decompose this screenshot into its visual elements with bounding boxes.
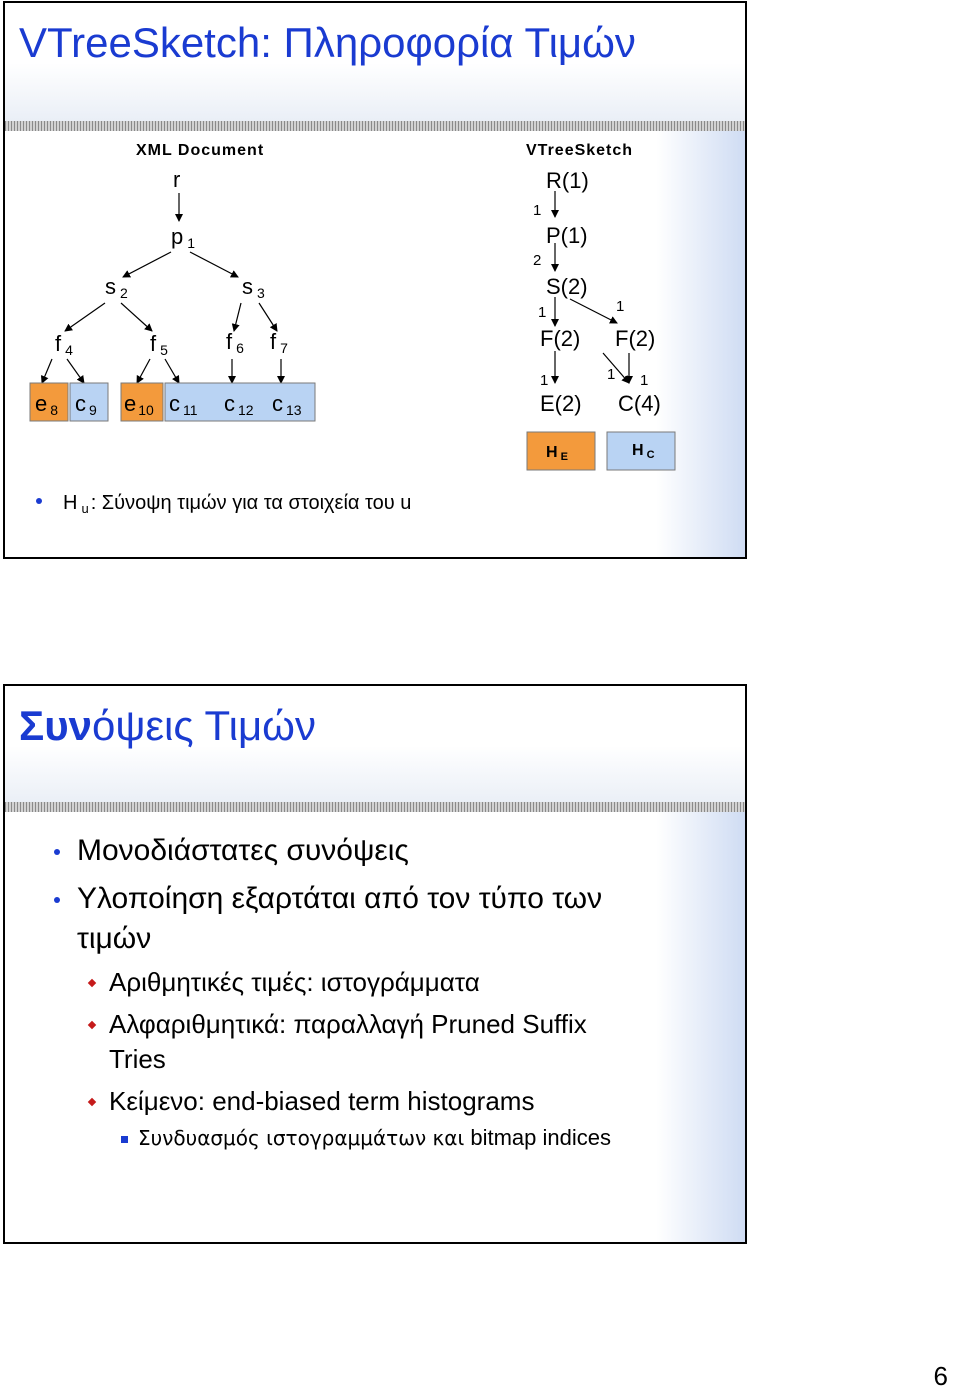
slide-2-title-area bbox=[5, 686, 745, 806]
bullet-1: Μονοδιάστατες συνόψεις bbox=[77, 834, 409, 867]
xml-node-f7: f 7 bbox=[270, 329, 288, 356]
slide-2 bbox=[3, 684, 747, 1244]
slide-2-title-rest: όψεις Τιμών bbox=[92, 702, 316, 749]
diamond-bullet bbox=[88, 979, 96, 987]
sketch-node-s: S(2) bbox=[546, 274, 588, 299]
histogram-hc: H C bbox=[632, 442, 655, 461]
sketch-node-f-right: F(2) bbox=[615, 326, 656, 351]
xml-node-r: r bbox=[173, 167, 181, 192]
sub-bullet-3: Κείμενο: end-biased term histograms bbox=[109, 1086, 535, 1116]
diamond-bullet bbox=[88, 1021, 96, 1029]
xml-document-label: XML Document bbox=[136, 142, 265, 159]
title-divider bbox=[5, 802, 745, 812]
edge-count-s-f-left: 1 bbox=[538, 304, 547, 321]
square-bullet bbox=[121, 1136, 128, 1143]
xml-node-f6: f 6 bbox=[226, 329, 244, 356]
leaf-c11: c 11 bbox=[169, 391, 198, 418]
sketch-node-f-left: F(2) bbox=[540, 326, 581, 351]
leaf-c13: c 13 bbox=[272, 391, 302, 418]
sub-bullet-2: Αλφαριθμητικά: παραλλαγή Pruned Suffix bbox=[109, 1009, 587, 1039]
slide-1 bbox=[3, 1, 747, 559]
edge-count-p-s: 2 bbox=[533, 252, 542, 269]
xml-node-s2: s 2 bbox=[105, 274, 128, 301]
trees-diagram bbox=[5, 131, 745, 559]
slide-2-title-bold: Συν bbox=[19, 702, 93, 749]
histogram-he: H E bbox=[546, 444, 568, 463]
xml-node-f4: f 4 bbox=[55, 331, 73, 358]
bullet-dot bbox=[54, 849, 60, 855]
sub-bullet-2-cont: Tries bbox=[109, 1044, 166, 1074]
sub-sub-bullet-1-part1: Συνδυασμός ιστογραμμάτων και bbox=[138, 1126, 465, 1150]
edge-count-f-e: 1 bbox=[540, 372, 549, 389]
bullet-dot bbox=[36, 498, 42, 504]
vtreesketch-label: VTreeSketch bbox=[526, 142, 634, 159]
edge-count-f-c-b: 1 bbox=[640, 372, 649, 389]
bullet-2-cont: τιμών bbox=[77, 922, 152, 955]
edge-count-r-p: 1 bbox=[533, 202, 542, 219]
slide-2-title bbox=[19, 702, 316, 750]
xml-node-s3: s 3 bbox=[242, 274, 265, 301]
sketch-node-c: C(4) bbox=[618, 391, 661, 416]
xml-node-f5: f 5 bbox=[150, 331, 168, 358]
sub-sub-bullet-1 bbox=[138, 1125, 611, 1151]
bullet-dot bbox=[54, 897, 60, 903]
sketch-node-p: P(1) bbox=[546, 223, 588, 248]
edge-count-s-f-right: 1 bbox=[616, 298, 625, 315]
leaf-e10: e 10 bbox=[124, 391, 154, 418]
diamond-bullet bbox=[88, 1098, 96, 1106]
edge-count-f-c-a: 1 bbox=[607, 366, 616, 383]
xml-node-p1: p 1 bbox=[171, 224, 196, 251]
bullet-2: Υλοποίηση εξαρτάται από τον τύπο των bbox=[77, 882, 603, 915]
sub-bullet-1: Αριθμητικές τιμές: ιστογράμματα bbox=[109, 967, 480, 997]
slide-1-title: VTreeSketch: Πληροφορία Τιμών bbox=[19, 19, 636, 66]
slide-1-title-area bbox=[5, 3, 745, 123]
leaf-e8: e 8 bbox=[35, 391, 59, 418]
leaf-c12: c 12 bbox=[224, 391, 254, 418]
sub-sub-bullet-1-part2: bitmap indices bbox=[464, 1125, 611, 1150]
title-divider bbox=[5, 121, 745, 131]
sketch-node-r: R(1) bbox=[546, 168, 589, 193]
summary-bullet: H $_u$ : Σύνοψη τιμών για τα στοιχεία του u bbox=[63, 492, 412, 516]
page-number: 6 bbox=[933, 1361, 948, 1391]
sketch-node-e: E(2) bbox=[540, 391, 582, 416]
leaf-c9: c 9 bbox=[75, 391, 97, 418]
